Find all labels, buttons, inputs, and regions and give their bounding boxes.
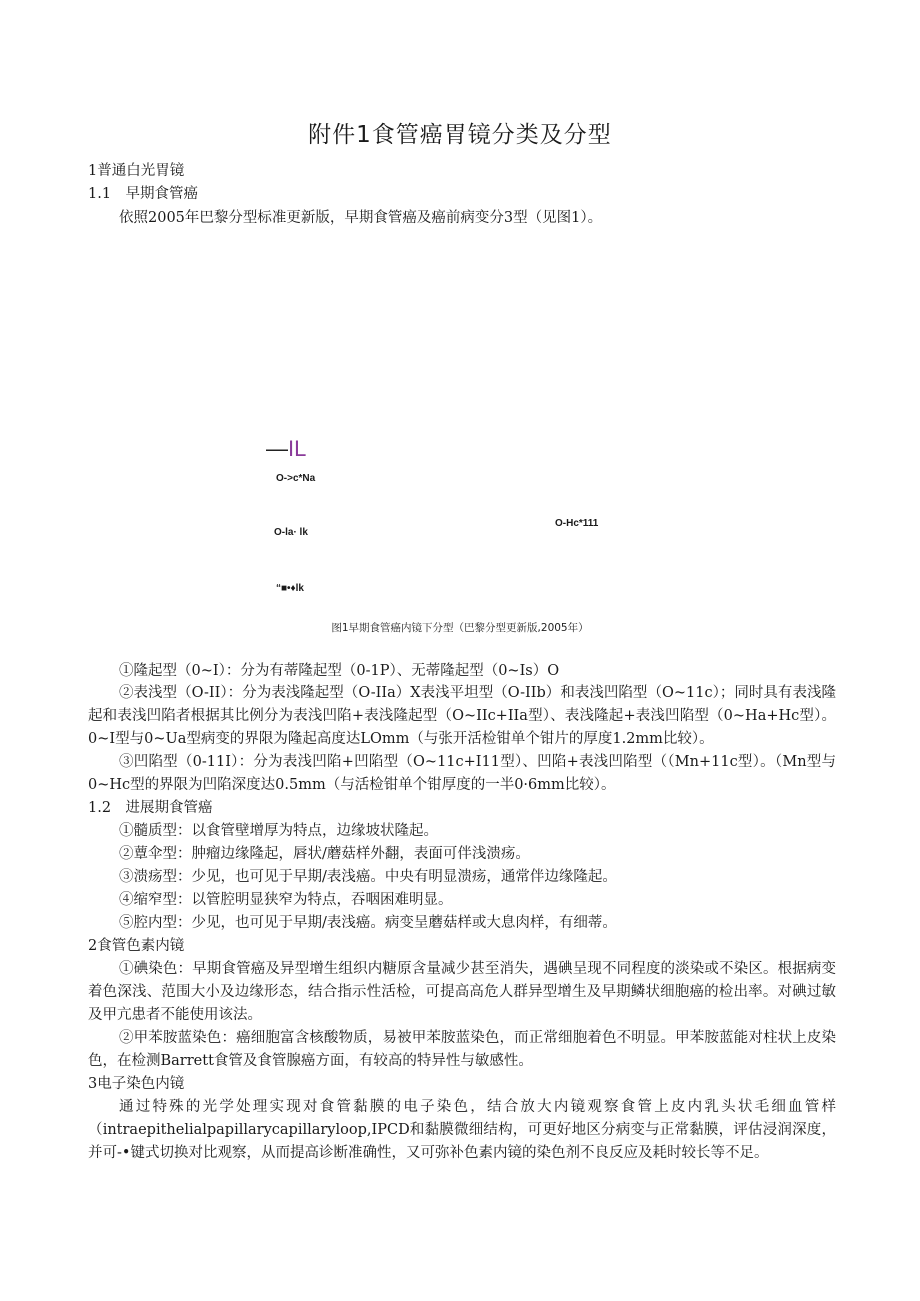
section-heading-1: 1普通白光胃镜: [88, 163, 185, 179]
list-item-constrictive: ④缩窄型：以管腔明显狭窄为特点，吞咽困难明显。: [119, 892, 453, 908]
paragraph-paris-classification: 依照2005年巴黎分型标准更新版，早期食管癌及癌前病变分3型（见图1）。: [119, 210, 603, 226]
list-item-intraluminal: ⑤腔内型：少见，也可见于早期/表浅癌。病变呈蘑菇样或大息肉样，有细蒂。: [119, 915, 617, 931]
figure-label-bottom: “■•♦lk: [276, 583, 304, 594]
section-heading-2: 2食管色素内镜: [88, 938, 185, 954]
figure-label-0-ip: O->c*Na: [276, 473, 316, 484]
figure-dash: —: [266, 436, 288, 461]
figure-label-0-iia: O-la· lk: [274, 527, 308, 538]
figure-label-0-iic: O-Hc*111: [555, 518, 599, 529]
list-item-fungating: ②蕈伞型：肿瘤边缘隆起，唇状/蘑菇样外翻，表面可伴浅溃疡。: [119, 846, 530, 862]
subsection-heading-1-1: 1.1 早期食管癌: [88, 186, 199, 202]
figure-caption: 图1早期食管癌内镜下分型（巴黎分型更新版,2005年）: [331, 622, 589, 634]
list-item-ulcerative: ③溃疡型：少见，也可见于早期/表浅癌。中央有明显溃疡，通常伴边缘隆起。: [119, 869, 617, 885]
paragraph-excavated-type: ③凹陷型（0-11I）：分为表浅凹陷+凹陷型（O~11c+I11型）、凹陷+表浅凹陷型（（Mn+11c型）。（Mn型与0~Hc型的界限为凹陷深度达0.5mm（与活检钳单个钳厚度的一半0·6mm比较）。: [88, 754, 836, 793]
figure-marker: [266, 436, 306, 462]
subsection-heading-1-2: 1.2 进展期食管癌: [88, 800, 213, 816]
paragraph-superficial-type: ②表浅型（O-II）：分为表浅隆起型（O-IIa）X表浅平坦型（O-IIb）和表浅凹陷型（O~11c）；同时具有表浅隆起和表浅凹陷者根据其比例分为表浅凹陷+表浅隆起型（O~IIc+IIa型）、表浅隆起+表浅凹陷型（0~Ha+Hc型）。0~I型与0~Ua型病变的界限为隆起高度达LOmm（与张开活检钳单个钳片的厚度1.2mm比较）。: [88, 685, 836, 747]
paragraph-electronic-staining: 通过特殊的光学处理实现对食管黏膜的电子染色，结合放大内镜观察食管上皮内乳头状毛细血管样（intraepithelialpapillarycapillaryloop,IPCD和黏膜微细结构，可更好地区分病变与正常黏膜，评估浸润深度，并可-•键式切换对比观察，从而提高诊断准确性，又可弥补色素内镜的染色剂不良反应及耗时较长等不足。: [88, 1099, 836, 1161]
list-item-medullary: ①髓质型：以食管壁增厚为特点，边缘坡状隆起。: [119, 823, 438, 839]
paragraph-iodine-staining: ①碘染色：早期食管癌及异型增生组织内糖原含量减少甚至消失，遇碘呈现不同程度的淡染或不染区。根据病变着色深浅、范围大小及边缘形态，结合指示性活检，可提高高危人群异型增生及早期鳞状细胞癌的检出率。对碘过敏及甲亢患者不能使用该法。: [88, 961, 836, 1023]
figure-il-label: IL: [288, 436, 307, 461]
paragraph-protruded-type: ①隆起型（0~I）：分为有蒂隆起型（0-1P）、无蒂隆起型（0~Is）O: [119, 663, 560, 679]
section-heading-3: 3电子染色内镜: [88, 1076, 185, 1092]
document-title: 附件1食管癌胃镜分类及分型: [308, 122, 612, 148]
paragraph-toluidine-staining: ②甲苯胺蓝染色：癌细胞富含核酸物质，易被甲苯胺蓝染色，而正常细胞着色不明显。甲苯胺蓝能对柱状上皮染色，在检测Barrett食管及食管腺癌方面，有较高的特异性与敏感性。: [88, 1030, 836, 1069]
